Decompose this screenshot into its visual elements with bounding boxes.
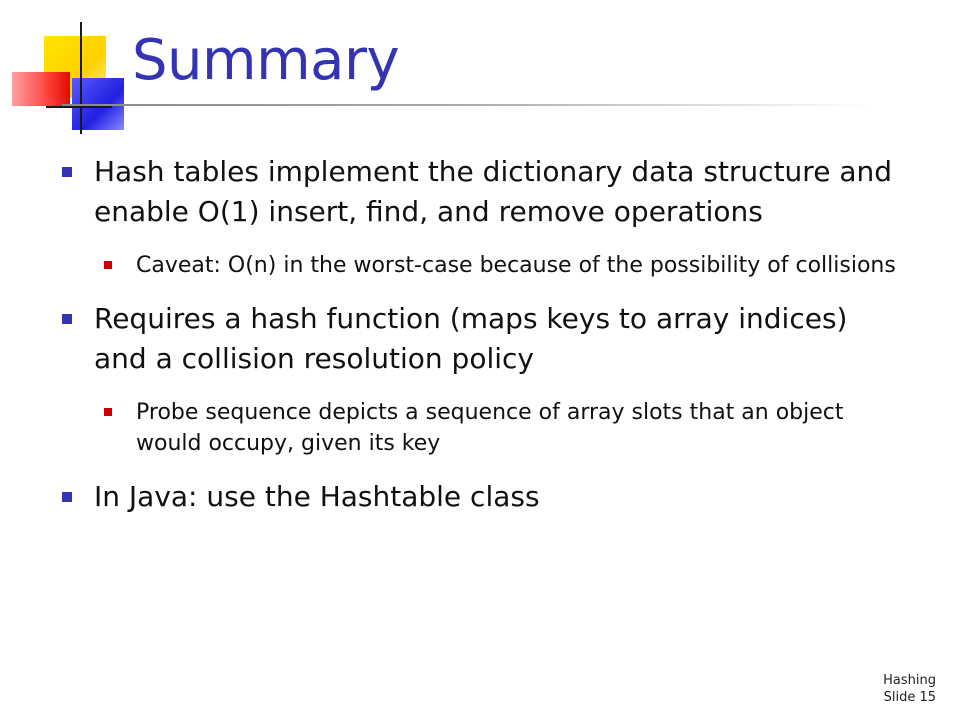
square-bullet-icon <box>62 167 72 177</box>
horizontal-line <box>46 106 112 108</box>
bullet-text: Hash tables implement the dictionary data structure and enable O(1) insert, find, and remove operations <box>94 155 892 228</box>
bullet-text: Requires a hash function (maps keys to array indices) and a collision resolution policy <box>94 302 848 375</box>
title-underline <box>62 104 872 106</box>
slide-title: Summary <box>132 28 400 93</box>
square-bullet-icon <box>62 492 72 502</box>
sub-bullet-item <box>62 250 902 281</box>
square-bullet-icon <box>62 314 72 324</box>
footer-slide-number: Slide 15 <box>883 690 936 705</box>
small-square-bullet-icon <box>104 261 112 269</box>
small-square-bullet-icon <box>104 408 112 416</box>
footer-topic: Hashing <box>883 673 936 688</box>
sub-bullet-text: Probe sequence depicts a sequence of array slots that an object would occupy, given its key <box>136 400 844 456</box>
bullet-text: In Java: use the Hashtable class <box>94 480 540 513</box>
bullet-item <box>62 477 902 517</box>
sub-bullet-text: Caveat: O(n) in the worst-case because of the possibility of collisions <box>136 253 896 278</box>
decorative-squares-logo <box>0 0 140 140</box>
sub-bullet-item <box>62 397 902 459</box>
vertical-line <box>80 22 82 134</box>
bullet-item <box>62 299 902 379</box>
slide-content <box>62 152 902 535</box>
bullet-item <box>62 152 902 232</box>
red-square <box>12 72 70 106</box>
slide-footer <box>883 672 936 706</box>
